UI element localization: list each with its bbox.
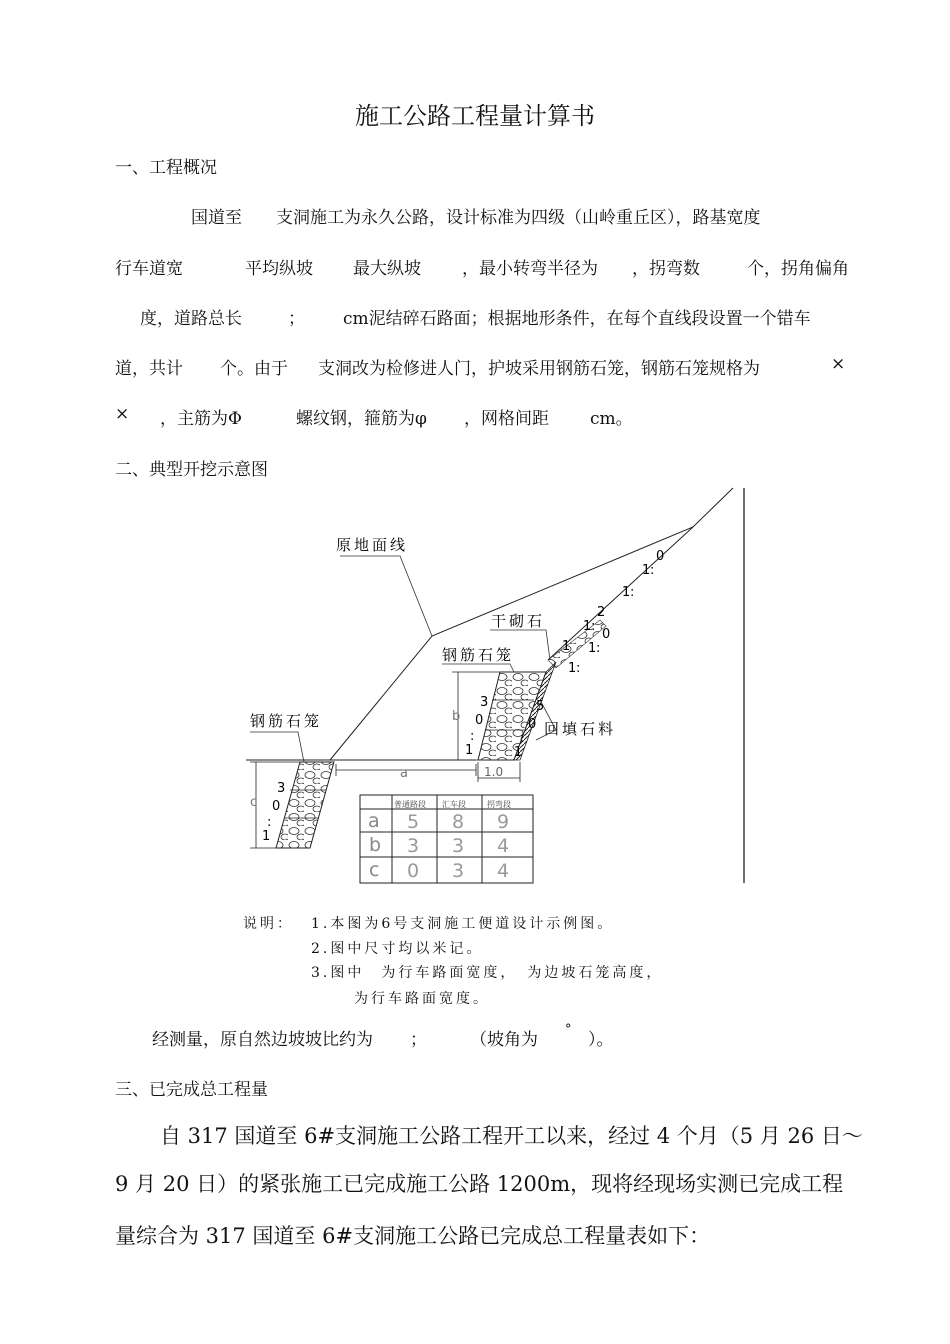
- completed-text: 自 317 国道至 6#支洞施工公路工程开工以来，经过 4 个月（5 月 26 日～: [160, 1124, 863, 1148]
- measure-text: （坡角为: [470, 1030, 538, 1050]
- overview-text: ，最小转弯半径为: [462, 259, 598, 279]
- slope-digit: 1: [583, 619, 592, 634]
- lower-gabion: [276, 762, 334, 848]
- measure-text: ；: [410, 1030, 427, 1050]
- slope-digit: :: [267, 815, 272, 830]
- measure-text: °: [565, 1022, 572, 1037]
- slope-digit: 0: [475, 713, 484, 728]
- slope-digit: 5: [536, 699, 545, 714]
- label-backfill: 回填石料: [544, 720, 617, 738]
- slope-digit: 1: [622, 585, 631, 600]
- overview-text: 国道至: [191, 208, 242, 228]
- label-original-ground: 原地面线: [336, 536, 409, 554]
- slope-digit: 1: [588, 641, 597, 656]
- slope-digit: 0: [272, 799, 281, 814]
- slope-digit: 1: [514, 745, 523, 760]
- overview-text: ×: [831, 354, 846, 374]
- overview-text: 螺纹钢，箍筋为φ: [296, 409, 427, 429]
- leader-line: [250, 732, 304, 762]
- table-header: 普通路段: [394, 800, 426, 809]
- label-dim-10: 1.0: [484, 765, 504, 779]
- section-heading-completed: 三、已完成总工程量: [115, 1080, 268, 1100]
- measure-text: ）。: [588, 1030, 614, 1050]
- overview-text: 道，共计: [115, 359, 183, 379]
- section-heading-diagram: 二、典型开挖示意图: [115, 460, 268, 480]
- overview-text: ；: [288, 309, 305, 329]
- label-gabion-lower: 钢筋石笼: [250, 712, 323, 730]
- slope-digit: 1: [568, 661, 577, 676]
- leader-line: [442, 664, 514, 672]
- label-dry-stone: 干砌石: [491, 612, 546, 630]
- document-title: 施工公路工程量计算书: [355, 102, 595, 130]
- table-header: 拐弯段: [487, 800, 511, 809]
- slope-digit: :: [591, 619, 596, 634]
- overview-text: 度，道路总长: [140, 309, 242, 329]
- slope-digit: 0: [528, 717, 537, 732]
- slope-digit: 3: [277, 781, 286, 796]
- overview-text: ，网格间距: [464, 409, 549, 429]
- slope-digit: :: [470, 729, 475, 744]
- table-cell: 5: [407, 811, 420, 833]
- slope-digit: 1: [562, 639, 571, 654]
- table-row-label: b: [369, 834, 382, 856]
- note-item: 3.图中 为行车路面宽度， 为边坡石笼高度，: [311, 965, 664, 981]
- table-header: 汇车段: [442, 800, 466, 809]
- overview-text: ，主筋为Φ: [160, 409, 242, 429]
- table-cell: 0: [407, 860, 420, 882]
- notes-prefix: 说明：: [243, 916, 294, 932]
- overview-text: cm。: [590, 409, 633, 429]
- overview-text: 行车道宽: [115, 259, 183, 279]
- table-cell: 4: [497, 860, 510, 882]
- overview-text: 支洞施工为永久公路，设计标准为四级（山岭重丘区），路基宽度: [276, 208, 761, 228]
- note-item: 1.本图为6号支洞施工便道设计示例图。: [311, 916, 615, 932]
- label-dim-b: b: [452, 709, 461, 724]
- slope-digit: :: [650, 563, 655, 578]
- overview-text: ×: [115, 404, 130, 424]
- table-cell: 4: [497, 835, 510, 857]
- table-cell: 3: [407, 835, 420, 857]
- slope-digit: :: [596, 641, 601, 656]
- overview-text: 支洞改为检修进人门，护坡采用钢筋石笼，钢筋石笼规格为: [318, 359, 760, 379]
- overview-text: 平均纵坡: [245, 259, 313, 279]
- overview-text: cm泥结碎石路面；根据地形条件，在每个直线段设置一个错车: [343, 309, 811, 329]
- slope-digit: 1: [262, 829, 271, 844]
- overview-text: 个。由于: [220, 359, 288, 379]
- slope-digit: :: [576, 661, 581, 676]
- table-cell: 8: [452, 811, 465, 833]
- table-cell: 3: [452, 835, 465, 857]
- slope-digit: 1: [465, 743, 474, 758]
- overview-text: 个，拐角偏角: [747, 259, 849, 279]
- label-gabion-upper: 钢筋石笼: [442, 646, 515, 664]
- slope-digit: 0: [602, 627, 611, 642]
- slope-digit: 0: [656, 549, 665, 564]
- note-item: 为行车路面宽度。: [354, 991, 490, 1007]
- completed-text: 量综合为 317 国道至 6#支洞施工公路已完成总工程量表如下：: [115, 1224, 711, 1248]
- leader-line: [340, 556, 432, 636]
- slope-digit: 3: [480, 695, 489, 710]
- label-dim-a: a: [400, 766, 408, 781]
- slope-digit: :: [520, 731, 525, 746]
- slope-digit: :: [630, 585, 635, 600]
- overview-text: 最大纵坡: [353, 259, 421, 279]
- overview-text: ，拐弯数: [632, 259, 700, 279]
- completed-text: 9 月 20 日）的紧张施工已完成施工公路 1200m，现将经现场实测已完成工程: [115, 1172, 844, 1196]
- slope-digit: 1: [642, 563, 651, 578]
- label-dim-c: c: [250, 795, 258, 810]
- table-cell: 3: [452, 860, 465, 882]
- table-cell: 9: [497, 811, 510, 833]
- note-item: 2.图中尺寸均以米记。: [311, 941, 484, 957]
- section-heading-overview: 一、工程概况: [115, 158, 217, 178]
- table-row-label: a: [368, 810, 380, 832]
- table-row-label: c: [369, 859, 380, 881]
- slope-digit: 2: [597, 605, 606, 620]
- measure-text: 经测量，原自然边坡坡比约为: [152, 1030, 373, 1050]
